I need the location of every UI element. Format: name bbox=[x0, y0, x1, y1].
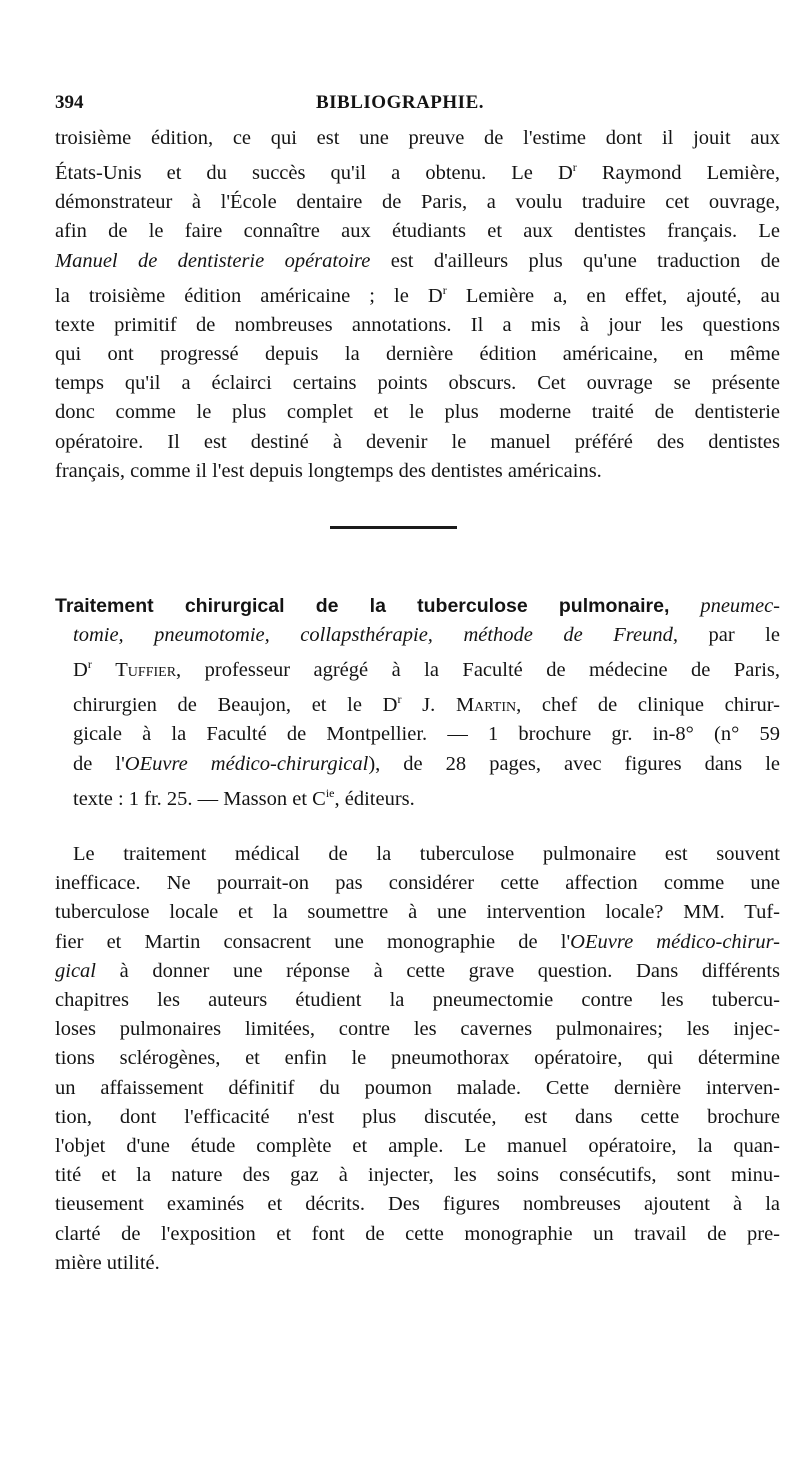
author-name: Tuffier bbox=[115, 659, 177, 682]
text-line: la troisième édition américaine ; le $D^r$ Lemière a, en effet, ajouté, au bbox=[55, 282, 780, 307]
text-line: États-Unis et du succès qu'il a obtenu. Le $D^r$ Raymond Lemière, bbox=[55, 160, 780, 185]
text-line: qui ont progressé depuis la dernière édition américaine, en même bbox=[55, 343, 780, 366]
page-number: 394 bbox=[55, 92, 84, 113]
section-divider bbox=[330, 526, 457, 529]
text-line: tieusement examinés et décrits. Des figures nombreuses ajoutent à la bbox=[55, 1193, 780, 1216]
text-line: fier et Martin consacrent une monographie de l'OEuvre médico-chirur- bbox=[55, 930, 780, 953]
text-line: tité et la nature des gaz à injecter, les soins consécutifs, sont minu- bbox=[55, 1164, 780, 1187]
text-line: gical à donner une réponse à cette grave question. Dans différents bbox=[55, 959, 780, 982]
author-name: Martin bbox=[455, 694, 517, 717]
text-line: tion, dont l'efficacité n'est plus discutée, est dans cette brochure bbox=[55, 1105, 780, 1128]
review-paragraph-2 bbox=[55, 840, 780, 1278]
entry-line: texte : 1 fr. 25. — Masson et $C^{ie}$, éditeurs. bbox=[73, 785, 415, 810]
text-line: l'objet d'une étude complète et ample. Le manuel opératoire, la quan- bbox=[55, 1135, 780, 1158]
book-title: Manuel de dentisterie opératoire bbox=[55, 249, 371, 272]
running-title: BIBLIOGRAPHIE. bbox=[315, 92, 484, 113]
page-header bbox=[55, 92, 745, 116]
text-line: troisième édition, ce qui est une preuve de l'estime dont il jouit aux bbox=[55, 127, 780, 149]
entry-line: gicale à la Faculté de Montpellier. — 1 brochure gr. in-8° (n° 59 bbox=[73, 723, 780, 746]
text-line: opératoire. Il est destiné à devenir le manuel préféré des dentistes bbox=[55, 430, 780, 453]
bibliography-entry bbox=[55, 592, 780, 814]
entry-line: tomie, pneumotomie, collapsthérapie, méthode de Freund, par le bbox=[73, 624, 780, 647]
entry-line: $D^r$ Tuffier, professeur agrégé à la Faculté de médecine de Paris, bbox=[73, 657, 780, 682]
text-line: donc comme le plus complet et le plus moderne traité de dentisterie bbox=[55, 401, 780, 424]
text-line: inefficace. Ne pourrait-on pas considérer cette affection comme une bbox=[55, 872, 780, 895]
text-line: loses pulmonaires limitées, contre les cavernes pulmonaires; les injec- bbox=[55, 1018, 780, 1041]
text-line: un affaissement définitif du poumon malade. Cette dernière interven- bbox=[55, 1076, 780, 1099]
text-line: texte primitif de nombreuses annotations. Il a mis à jour les questions bbox=[55, 313, 780, 336]
text-line: français, comme il l'est depuis longtemps des dentistes américains. bbox=[55, 459, 602, 482]
entry-line: de l'OEuvre médico-chirurgical), de 28 pages, avec figures dans le bbox=[73, 752, 780, 775]
text-line: tuberculose locale et la soumettre à une intervention locale? MM. Tuf- bbox=[55, 901, 780, 924]
text-line: démonstrateur à l'École dentaire de Paris, a voulu traduire cet ouvrage, bbox=[55, 191, 780, 214]
text-line: mière utilité. bbox=[55, 1251, 160, 1274]
text-line: Manuel de dentisterie opératoire est d'ailleurs plus qu'une traduction de bbox=[55, 249, 781, 272]
text-line: clarté de l'exposition et font de cette monographie un travail de pre- bbox=[55, 1222, 780, 1245]
text-line: temps qu'il a éclairci certains points obscurs. Cet ouvrage se présente bbox=[55, 372, 780, 395]
text-line: Le traitement médical de la tuberculose pulmonaire est souvent bbox=[73, 843, 780, 865]
text-line: afin de le faire connaître aux étudiants et aux dentistes français. Le bbox=[55, 220, 780, 243]
entry-line: chirurgien de Beaujon, et le $D^r$ J. Martin, chef de clinique chirur- bbox=[73, 692, 780, 717]
text-line: tions sclérogènes, et enfin le pneumothorax opératoire, qui détermine bbox=[55, 1047, 780, 1070]
review-paragraph-1 bbox=[55, 124, 780, 486]
entry-title: Traitement chirurgical de la tuberculose pulmonaire, bbox=[55, 595, 670, 617]
text-line: chapitres les auteurs étudient la pneumectomie contre les tubercu- bbox=[55, 989, 780, 1012]
entry-line: Traitement chirurgical de la tuberculose pulmonaire, pneumec- bbox=[55, 595, 781, 617]
